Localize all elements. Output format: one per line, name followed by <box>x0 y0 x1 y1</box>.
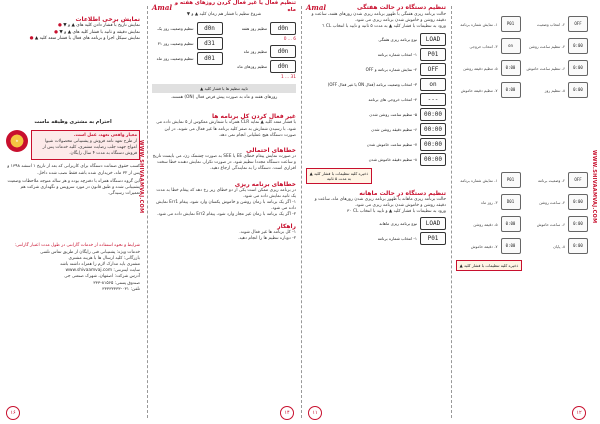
lcd-display: d01 <box>197 52 223 65</box>
days-flow-left: تنظیم وضعیت روز یک d0n تنظیم وضعیت روز ۳۱ d31 تنظیم وضعیت روز ماه d01 <box>152 20 223 81</box>
lcd-display: 0:00 <box>568 60 588 76</box>
footer-line-3: مشتری باید مدارک لازم را همراه داشته باشد <box>59 261 140 267</box>
lcd-display: 00:00 <box>420 153 446 166</box>
warranty-block <box>6 130 140 161</box>
lcd-display: 00:00 <box>420 138 446 151</box>
weekly-save-box: ذخیره کلیه تنظیمات با فشار کلید ▲ به مدت ۵ ثانیه <box>306 168 372 184</box>
errors-title: خطاهای احتمالی <box>246 146 296 154</box>
lcd-display: d0n <box>270 60 296 73</box>
lcd-display: on <box>420 78 446 91</box>
days-title: تنظیم فعال یا غیر فعال کردن روزهای هفته و ماه <box>174 0 296 13</box>
lcd-display: on <box>501 38 521 54</box>
lcd-display: 0:00 <box>568 38 588 54</box>
panel-days <box>148 0 300 424</box>
brand-logo: Amal <box>152 2 173 12</box>
footer-line-6: صندوق پستی: ۸۱۵۶۵-۳۳۳ <box>93 280 140 286</box>
lcd-display: d0n <box>270 22 296 35</box>
solution-item-2: ۲- دوباره تنظیم ها را انجام دهید. <box>237 235 296 241</box>
weekly-entry: ورود به تنظیمات با فشار کلید ▲ به مدت ۵ ثانیه و تایید با انتخاب CL ٦ <box>322 24 446 30</box>
website-vertical-2: WWW.SHIVAAMVAJ.COM <box>591 150 597 224</box>
lcd-display: 0:00 <box>501 82 521 98</box>
page-number: ۱۴ <box>280 406 294 420</box>
info-bullet-2: نمایش دقیقه و ثانیه با فشار کلید های ▲ و ▼ ● <box>54 29 140 35</box>
panel-info <box>0 0 146 424</box>
days-note: روزهای هفته و ماه به صورت پیش فرض فعال (ON) هستند. <box>170 95 278 101</box>
info-bullet-1: نمایش تاریخ با فشار دادن کلید های ▲ و ▼ ● <box>58 23 140 28</box>
lcd-display: 0:00 <box>501 60 521 76</box>
weekly-steps: نوع برنامه ریزی هفتگی LOAD ۱- انتخاب شماره برنامه P01 ۲- نمایش شماره برنامه و OFF OFF ۳- انتخاب وضعیت برنامه (فعال ON یا غیر فعال OFF) on ۴- انتخاب خروجی های برنامه --- ۵- تنظیم ساعت روشن شدن 00:00 ۶- تنظیم دقیقه روشن شدن 00:00 ۷- تنظیم ساعت خاموش شدن 00:00 ۸- تنظیم دقیقه خاموش شدن 00:00 <box>306 33 446 166</box>
info-para-2: این گروه دستگاه همراه با دفترچه بوده و هر ساله متوجه ملاحظات وضعیت پشتیبانی شده و طبق قانون در مورد سرویس و نگهداری شرکت هم تعمیرات رسیدگی. <box>7 178 140 197</box>
page-number: ۱۱ <box>308 406 322 420</box>
footer-line-0: شرایط و نحوه استفاده از خدمات گارانتی در طول مدت اعتبار گارانتی: <box>14 243 140 249</box>
days-flow-right: تنظیم روز هفته d0n 6 ... 0 تنظیم روز ماه d0n تنظیم روزهای ماه d0n 31 ... 1 <box>226 20 297 81</box>
days-flow <box>152 20 296 81</box>
lcd-display: OFF <box>568 16 588 32</box>
lcd-display: d0n <box>197 22 223 35</box>
steps-grid-1: ۱- نمایش شماره برنامه P01 ۲- انتخاب وضعیت OFF ۳- انتخاب خروجی on ۴- تنظیم ساعت روشن 0:00 ۵- تنظیم دقیقه روشن 0:00 ۶- تنظیم ساعت خاموش 0:00 ۷- تنظیم دقیقه خاموش 0:00 ۸- تنظیم روز 0:00 <box>456 14 588 100</box>
panel-weekly: Amal تنظیم دستگاه در حالت هفتگی حالت برنامه ریزی هفتگی با ظهور برنامه ریزی شدن روزهای هفته، ساعت و دقیقه روشن و خاموش شدن برنامه ریزی می شود. ورود به تنظیمات با فشار کلید ▲ به مدت ۵ ثانیه و تایید با انتخاب CL ٦ نوع برنامه ریزی هفتگی LOAD ۱- انتخاب شماره برنامه P01 ۲- نمایش شماره برنامه و OFF OFF ۳- انتخاب وضعیت برنامه (فعال ON یا غیر فعال OFF) on ۴- انتخاب خروجی های برنامه --- ۵- تنظیم ساعت روشن شدن 00:00 ۶- تنظیم دقیقه روشن شدن 00:00 ۷- تنظیم ساعت خاموش شدن 00:00 ۸- تنظیم دقیقه خاموش شدن 00:00 ذخیره کلیه تنظیمات با فشار کلید ▲ به مدت ۵ ثانیه تنظیم دستگاه در حالت ماهانه حالت برنامه ریزی ماهانه با ظهور برنامه ریزی شدن روزهای ماه، ساعت و دقیقه روشن و خاموش شدن برنامه ریزی می شود. ورود به تنظیمات با فشار کلید ▲ و تایید با انتخاب CL ٣٠ نوع برنامه ریزی ماهانه LOAD ۱- انتخاب شماره برنامه P01 ۱۱ <box>302 0 450 424</box>
lcd-display: OFF <box>420 63 446 76</box>
info-para-1: کسب حقوق ضمانت دستگاه برای کاربرانی که بعد از تاریخ ۱ اسفند ۱۳۹۸ و پس از ۳۲ ماه، خریداری شده باشد فقط نصب شده داخل. <box>7 164 140 176</box>
page-number: ۱۶ <box>6 406 20 420</box>
warranty-intro: احترام به مشتری وظیفه ماست <box>34 118 112 125</box>
lcd-display: 0:00 <box>568 216 588 232</box>
lcd-display: 0:00 <box>568 238 588 254</box>
lcd-display: 0:00 <box>501 216 521 232</box>
monthly-intro: حالت برنامه ریزی ماهانه با ظهور برنامه ریزی شدن روزهای ماه، ساعت و دقیقه روشن و خاموش شدن برنامه ریزی می شود. <box>314 196 446 208</box>
weekly-title: تنظیم دستگاه در حالت هفتگی <box>357 3 446 11</box>
info-title: نمایش برخی اطلاعات <box>75 16 140 23</box>
solution-item-1: ۱- کل برنامه ها غیر فعال شوند. <box>239 229 296 235</box>
lcd-display: d0n <box>270 45 296 58</box>
lcd-display: 00:00 <box>420 123 446 136</box>
footer-line-7: تلفن: ۰۳۱-۳۳۳۳۳۳۳۳ <box>102 286 140 292</box>
lcd-display: P01 <box>501 172 521 188</box>
steps-grid-2: ۱- نمایش شماره برنامه P01 ۲- وضعیت برنامه OFF ۳- روز ماه D01 ۴- ساعت روشن 0:00 ۵- دقیقه روشن 0:00 ۶- ساعت خاموش 0:00 ۷- دقیقه خاموش 0:00 ۸- پایان 0:00 <box>456 170 588 256</box>
lcd-display: P01 <box>501 16 521 32</box>
range-week: 6 ... 0 <box>283 37 296 43</box>
lcd-display: 0:00 <box>501 238 521 254</box>
days-confirm-box: تایید تنظیم ها با فشار کلید ▲ <box>152 84 296 94</box>
lcd-display: 0:00 <box>568 194 588 210</box>
panel-steps <box>452 0 600 424</box>
prog-errors-title: خطاهای برنامه ریزی <box>234 180 296 188</box>
lcd-display: 0:00 <box>568 82 588 98</box>
warranty-body: از طرح تعهد نامه فروش و پشتیبانی محصولات شیوا امواج جهت جلب رضایت مشتری، کلیه خدمات پس از فروش دستگاه به مدت ۴ سال رایگان. <box>42 138 137 157</box>
prog-errors-text: در برنامه ریزی ممکن است یکی از دو خطای زیر رخ دهد که پیغام خطا به مدت یک ثانیه نمایش داده می شود. <box>156 187 296 199</box>
lcd-display: OFF <box>568 172 588 188</box>
lcd-display: d31 <box>197 37 223 50</box>
lcd-display: --- <box>420 93 446 106</box>
page-number: ۱۲ <box>572 406 586 420</box>
disable-all-title: غیر فعال کردن کل برنامه ها <box>211 113 296 121</box>
disable-all-text: با فشار متعد کلید ▲ نمایه CLR همراه با شمارش معکوس از ۵ نمایش داده می شود. با رسیدن شمارش به صفر کلیه برنامه ها غیر فعال می شوند. در این صورت دستگاه هیچ عملیاتی انجام نمی دهد. <box>156 120 296 138</box>
contact-footer <box>6 243 140 293</box>
lcd-display: P01 <box>420 48 446 61</box>
lcd-display: D01 <box>501 194 521 210</box>
monthly-title: تنظیم دستگاه در حالت ماهانه <box>359 189 446 197</box>
footer-line-5: آدرس شرکت: اصفهان، شهرک صنعتی جی <box>64 274 140 280</box>
warranty-seal-icon: ★ <box>6 130 28 152</box>
range-month: 31 ... 1 <box>280 75 296 81</box>
info-bullet-3: نمایش سیکل اجرا و برنامه های فعال با فشار متعد کلید ▲ ● <box>29 36 140 41</box>
brand-logo: Amal <box>306 2 327 12</box>
days-subtitle: شروع تنظیم با فشار هم زمان کلید ▲ و ▼ <box>186 12 262 17</box>
warranty-title: معیار واقعی تعهد، عمل است. <box>73 132 137 138</box>
monthly-save-box: ذخیره کلیه تنظیمات با فشار کلید ▲ <box>456 260 522 271</box>
footer-line-1: خدمات ویژه: پشتیبانی فنی رایگان از طریق تماس تلفنی <box>40 249 140 255</box>
lcd-display: P01 <box>420 232 446 245</box>
footer-line-2: بازرگانی: کلیه ارسال ها با هزینه مشتری <box>68 255 140 261</box>
prog-errors-item-2: ۲- اگر یک برنامه با زمان غیر مجاز وارد شود، پیغام Err2 نمایش داده می شود. <box>156 212 296 218</box>
warranty-box <box>31 130 140 161</box>
lcd-display: LOAD <box>420 217 446 230</box>
footer-line-4[interactable]: سایت اینترنتی: www.shivaamvaj.com <box>65 268 140 274</box>
prog-errors-item-1: ۱- اگر یک برنامه با زمان روشن و خاموش یکسان وارد شود، پیغام Err1 نمایش داده می شود. <box>156 199 296 212</box>
lcd-display: LOAD <box>420 33 446 46</box>
solution-title: راهکار <box>277 222 296 230</box>
errors-text: در صورت نمایش پیغام خطای EE یا SEE به صورت چشمک زن، می بایست تاریخ و ساعت دستگاه مجددا تنظیم شود. در صورت تکرار، نمایش دهنده خطا سخت افزاری است. دستگاه را به نمایندگی ارجاع دهید. <box>152 153 296 172</box>
monthly-entry: ورود به تنظیمات با فشار کلید ▲ و تایید با انتخاب CL ٣٠ <box>347 209 446 215</box>
website-vertical-1: WWW.SHIVAAMVAJ.COM <box>138 140 144 214</box>
lcd-display: 00:00 <box>420 108 446 121</box>
weekly-intro: حالت برنامه ریزی هفتگی با ظهور برنامه ریزی شدن روزهای هفته، ساعت و دقیقه روشن و خاموش شدن برنامه ریزی می شود. <box>311 12 446 24</box>
